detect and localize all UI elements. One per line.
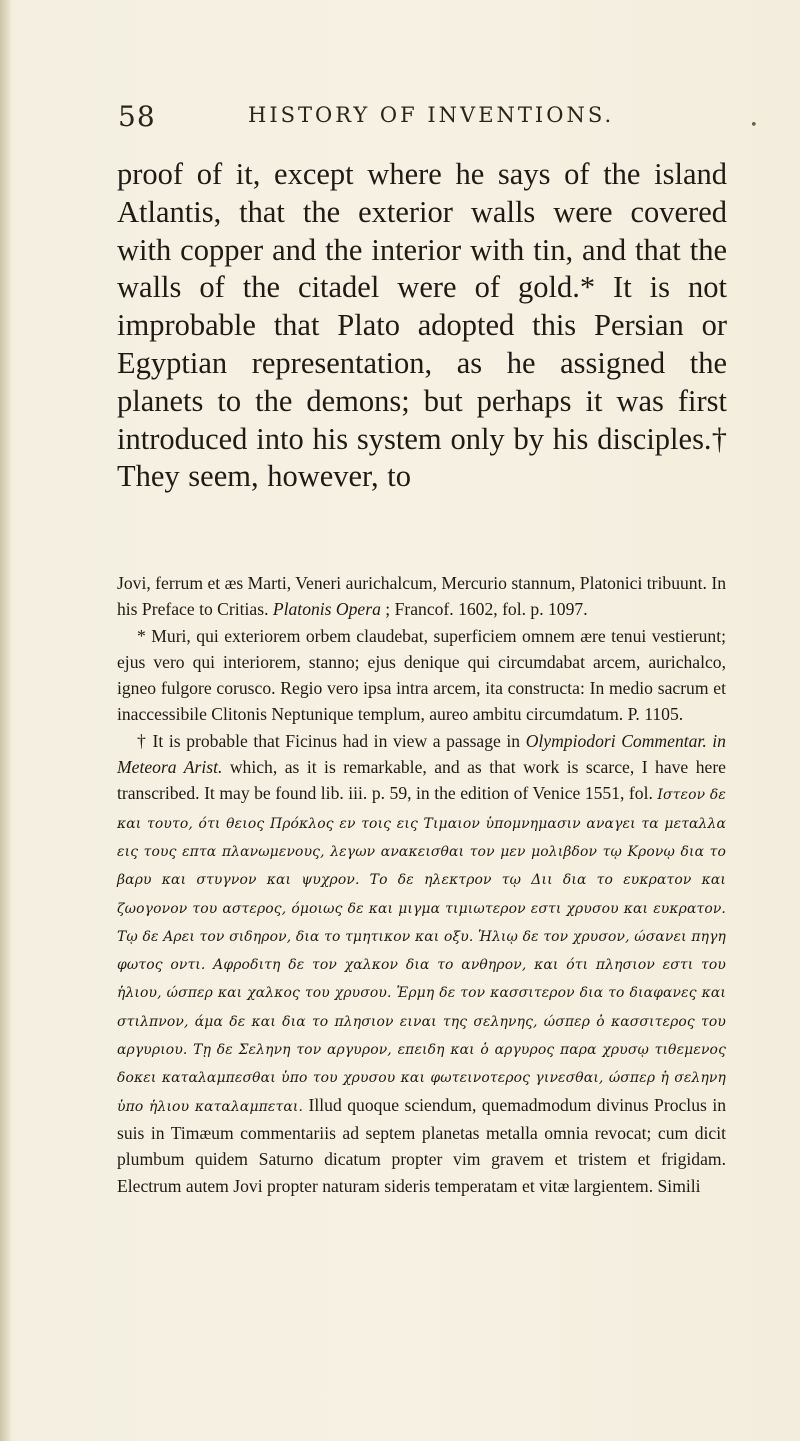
page-gutter-shadow	[0, 0, 10, 1441]
footnote-star: * Muri, qui exteriorem orbem claudebat, superficiem omnem ære tenui vestierunt; ejus vero qui interiorem, stanno; ejus denique qui circumdabat arcem, aurichalco, igneo fulgore corusco. Regio vero ipsa intra arcem, ita constructa: In medio sacrum et inaccessibile Clitonis Neptunique templum, aureo ambitu circumdatum. P. 1105.	[117, 625, 726, 725]
footnote-continuation-text: Jovi, ferrum et æs Marti, Veneri aurichalcum, Mercurio stannum, Platonici tribuunt. In his Preface to Critias.	[117, 573, 726, 620]
work-title-olympiodorus: Olympiodori Commentar. in Meteora Arist.	[117, 730, 726, 778]
body-text	[117, 156, 727, 496]
footnote-dagger	[117, 728, 726, 1199]
page-header	[0, 96, 800, 136]
body-paragraph: proof of it, except where he says of the island Atlantis, that the exterior walls were covered with copper and the interior with tin, and that the walls of the citadel were of gold.* It is not improbable that Plato adopted this Persian or Egyptian representation, as he assigned the planets to the demons; but perhaps it was first introduced into his system only by his disciples.† They seem, however, to	[117, 157, 727, 494]
footnote-citation: ; Francof. 1602, fol. p. 1097.	[380, 599, 588, 620]
page-number: 58	[118, 100, 156, 133]
ink-mark: •	[750, 118, 758, 133]
footnote-dagger-source: which, as it is remarkable, and as that work is scarce, I have here transcribed. It may be found lib. iii. p. 59, in the edition of Venice 1551, fol.	[117, 757, 726, 804]
latin-translation: Illud quoque sciendum, quemadmodum divinus Proclus in suis in Timæum commentariis ad septem planetas metalla omnia revocat; cum dicit plumbum quidem Saturno dicatum propter vim gravem et tristem et frigidam. Electrum autem Jovi propter naturam sideris temperatam et vitæ largientem. Simili	[117, 1094, 726, 1196]
work-title: Platonis Opera	[272, 599, 381, 620]
footnotes	[117, 570, 726, 1199]
footnote-dagger-intro: † It is probable that Ficinus had in view a passage in	[137, 730, 526, 751]
greek-quotation: Ιστεον δε και τουτο, ότι θειος Πρόκλος εν τοις εις Τιμαιον ὑπομνημασιν αναγει τα μεταλλα εις τους επτα πλανωμενους, λεγων ανακεισθαι τον μεν μολιβδον τῳ Κρονῳ δια το βαρυ και στυγνον και ψυχρον. Το δε ηλεκτρον τῳ Διι δια το ευκρατον και ζωογονον του αστερος, όμοιως δε και μιγμα τιμιωτερον εστι χρυσου και ευκρατον. Τῳ δε Αρει τον σιδηρον, δια το τμητικον και οξυ. Ἡλιῳ δε τον χρυσον, ώσανει πηγη φωτος οντι. Αφροδιτη δε τον χαλκον δια το ανθηρον, και ότι πλησιον εστι του ἡλιου, ώσπερ και χαλκος του χρυσου. Ἑρμη δε τον κασσιτερον δια το διαφανες και στιλπνον, άμα δε και δια το πλησιον ειναι της σεληνης, ώσπερ ὁ κασσιτερος του αργυριου. Τῃ δε Σεληνη τον αργυρον, επειδη και ὁ αργυρος παρα χρυσῳ τιθεμενος δοκει καταλαμπεσθαι ὑπο του χρυσου και φωτεινοτερος γινεσθαι, ώσπερ ἡ σεληνη ὑπο ἡλιου καταλαμπεται.	[117, 787, 726, 1115]
running-title: HISTORY OF INVENTIONS.	[248, 103, 615, 127]
footnote-continuation	[117, 570, 726, 623]
